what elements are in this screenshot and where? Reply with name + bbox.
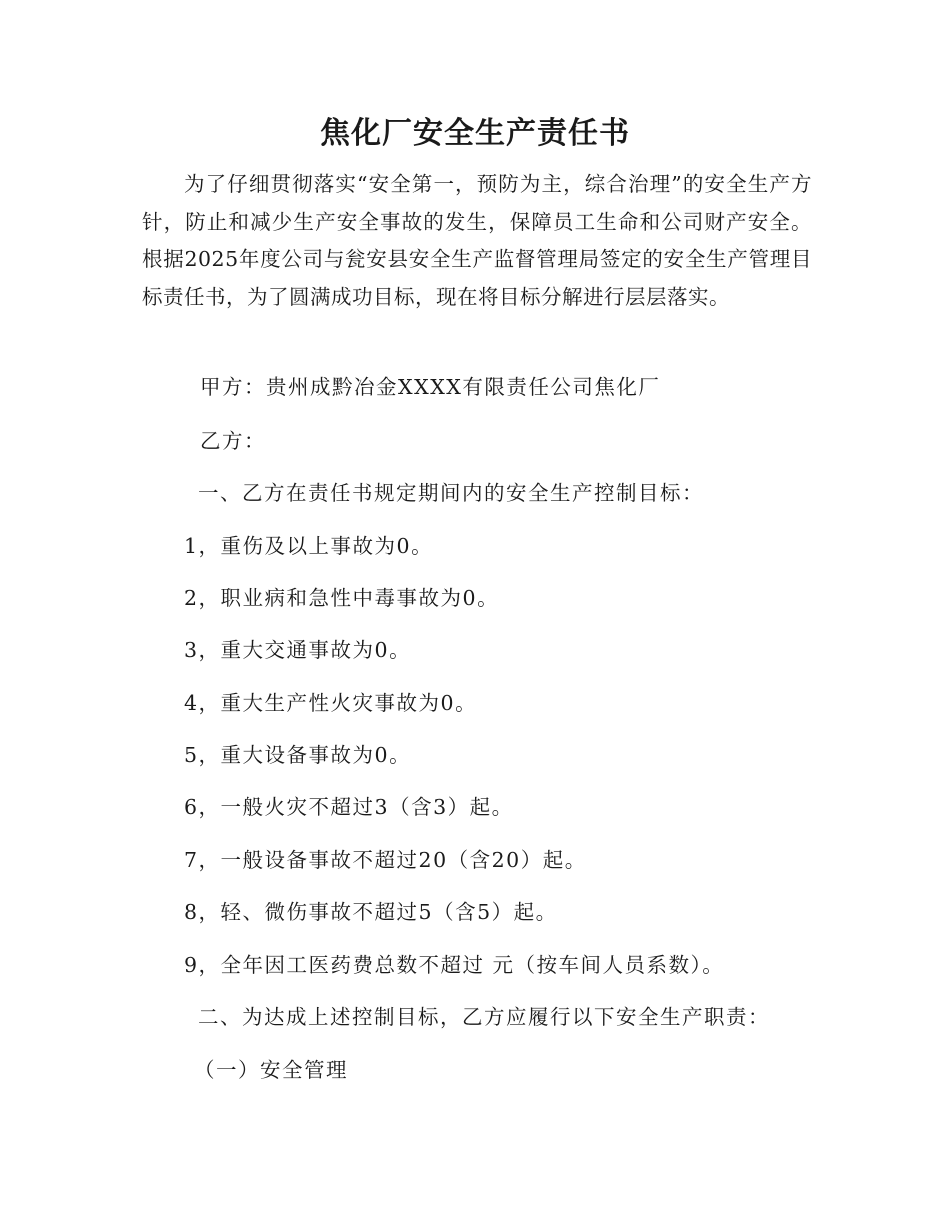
section-1-heading: 一、乙方在责任书规定期间内的安全生产控制目标： <box>198 481 704 505</box>
document-title: 焦化厂安全生产责任书 <box>320 116 630 151</box>
target-item: 8，轻、微伤事故不超过5（含5）起。 <box>184 900 558 924</box>
section-2-heading: 二、为达成上述控制目标，乙方应履行以下安全生产职责： <box>198 1005 770 1029</box>
party-b-line: 乙方： <box>200 429 266 453</box>
target-item: 1，重伤及以上事故为0。 <box>184 534 434 558</box>
party-a-line: 甲方：贵州成黔冶金XXXX有限责任公司焦化厂 <box>200 375 661 399</box>
subsection-1-heading: （一）安全管理 <box>194 1058 348 1082</box>
target-item: 3，重大交通事故为0。 <box>184 638 412 662</box>
target-item: 5，重大设备事故为0。 <box>184 743 412 767</box>
target-item: 9，全年因工医药费总数不超过 元（按车间人员系数）。 <box>184 953 725 977</box>
target-item: 7，一般设备事故不超过20（含20）起。 <box>184 848 587 872</box>
target-item: 6，一般火灾不超过3（含3）起。 <box>184 795 514 819</box>
target-item: 4，重大生产性火灾事故为0。 <box>184 691 478 715</box>
intro-paragraph: 为了仔细贯彻落实“安全第一，预防为主，综合治理”的安全生产方针，防止和减少生产安全事故的发生，保障员工生命和公司财产安全。根据2025年度公司与瓮安县安全生产监督管理局签定的安全生产管理目标责任书，为了圆满成功目标，现在将目标分解进行层层落实。 <box>142 172 812 309</box>
target-item: 2，职业病和急性中毒事故为0。 <box>184 586 500 610</box>
